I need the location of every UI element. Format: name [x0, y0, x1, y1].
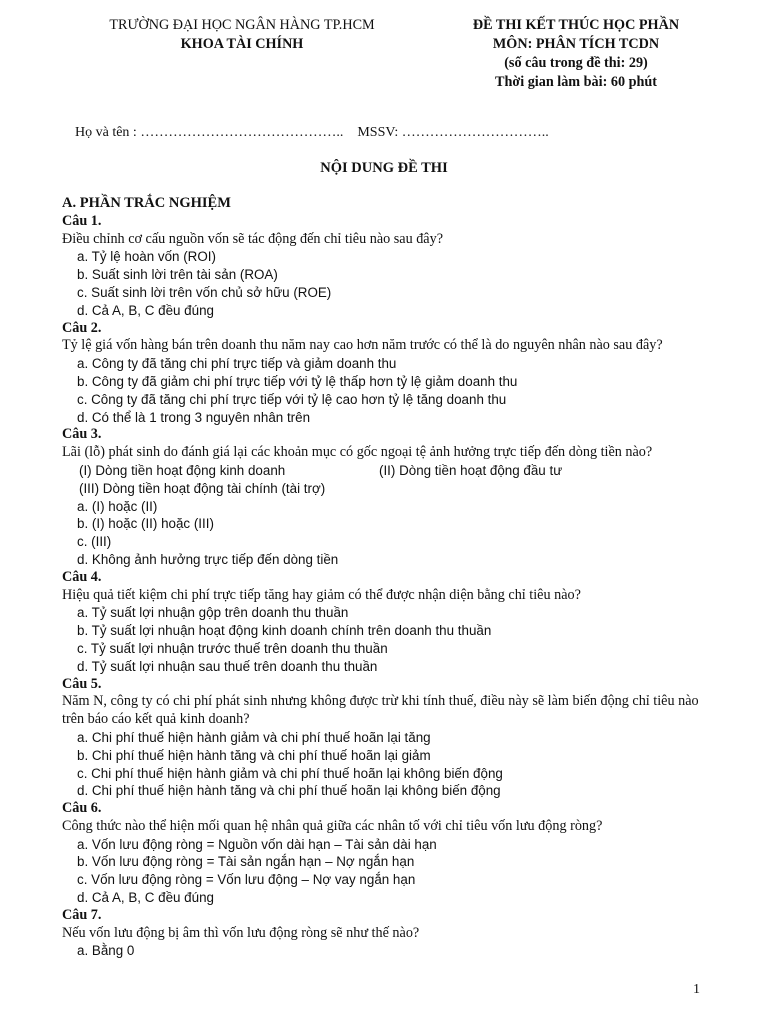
answer-option: a. (I) hoặc (II)	[77, 498, 158, 514]
exam-title: ĐỀ THI KẾT THÚC HỌC PHẦN	[472, 17, 680, 33]
statement-row	[62, 462, 722, 480]
answer-option: d. Cả A, B, C đều đúng	[77, 890, 214, 906]
section-title: NỘI DUNG ĐỀ THI	[320, 160, 448, 176]
student-info-line	[75, 125, 549, 141]
question-text: Điều chỉnh cơ cấu nguồn vốn sẽ tác động đến chỉ tiêu nào sau đây?	[62, 230, 443, 247]
exam-duration: Thời gian làm bài: 60 phút	[495, 74, 657, 90]
question-text: Năm N, công ty có chi phí phát sinh nhưng không được trừ khi tính thuế, điều này sẽ làm biến động chỉ tiêu nào trên báo cáo kết quả kinh doanh?	[62, 693, 699, 728]
question-text: Hiệu quả tiết kiệm chi phí trực tiếp tăng hay giảm có thể được nhận diện bằng chỉ tiêu nào?	[62, 586, 581, 603]
question-number: Câu 7.	[62, 906, 102, 923]
header-exam-block	[460, 16, 692, 92]
exam-subject: MÔN: PHÂN TÍCH TCDN	[492, 36, 660, 52]
question-number: Câu 6.	[62, 800, 102, 817]
answer-option: d. Tỷ suất lợi nhuận sau thuế trên doanh thu thuần	[77, 658, 378, 674]
question-3	[62, 426, 722, 568]
statement-item: (I) Dòng tiền hoạt động kinh doanh	[79, 462, 286, 478]
question-text: Nếu vốn lưu động bị âm thì vốn lưu động ròng sẽ như thế nào?	[62, 924, 420, 941]
question-2	[62, 320, 722, 427]
question-text: Công thức nào thể hiện mối quan hệ nhân quả giữa các nhân tố với chỉ tiêu vốn lưu động ròng?	[62, 817, 603, 834]
statement-item: (III) Dòng tiền hoạt động tài chính (tài trợ)	[79, 480, 326, 496]
answer-option: b. Chi phí thuế hiện hành tăng và chi phí thuế hoãn lại giảm	[77, 747, 431, 763]
question-number: Câu 2.	[62, 319, 102, 336]
student-name-field: Họ và tên : ……………………………………..	[75, 125, 344, 140]
answer-option: d. Chi phí thuế hiện hành tăng và chi phí thuế hoãn lại không biến động	[77, 783, 501, 799]
question-4	[62, 569, 722, 676]
answer-option: b. Công ty đã giảm chi phí trực tiếp với tỷ lệ thấp hơn tỷ lệ giảm doanh thu	[77, 373, 518, 389]
student-id-field: MSSV: …………………………..	[357, 125, 549, 140]
statement-item: (II) Dòng tiền hoạt động đầu tư	[379, 462, 563, 478]
header-school-block	[92, 16, 392, 54]
question-5	[62, 676, 722, 801]
answer-option: d. Không ảnh hưởng trực tiếp đến dòng tiền	[77, 551, 339, 567]
answer-option: a. Công ty đã tăng chi phí trực tiếp và giảm doanh thu	[77, 356, 397, 372]
answer-option: a. Tỷ lệ hoàn vốn (ROI)	[77, 249, 216, 265]
answer-option: c. (III)	[77, 534, 112, 550]
answer-option: b. (I) hoặc (II) hoặc (III)	[77, 516, 214, 532]
answer-option: a. Bằng 0	[77, 943, 135, 959]
answer-option: c. Tỷ suất lợi nhuận trước thuế trên doanh thu thuần	[77, 640, 388, 656]
answer-option: c. Công ty đã tăng chi phí trực tiếp với tỷ lệ cao hơn tỷ lệ tăng doanh thu	[77, 391, 507, 407]
answer-option: d. Có thể là 1 trong 3 nguyên nhân trên	[77, 409, 311, 425]
statement-row	[62, 480, 722, 498]
answer-option: a. Vốn lưu động ròng = Nguồn vốn dài hạn – Tài sản dài hạn	[77, 836, 437, 852]
question-number: Câu 3.	[62, 426, 102, 443]
answer-option: b. Suất sinh lời trên tài sản (ROA)	[77, 267, 278, 283]
question-text: Tỷ lệ giá vốn hàng bán trên doanh thu năm nay cao hơn năm trước có thể là do nguyên nhân nào sau đây?	[62, 337, 663, 354]
school-name: TRƯỜNG ĐẠI HỌC NGÂN HÀNG TP.HCM	[109, 17, 375, 33]
page-number: 1	[693, 982, 700, 997]
question-number: Câu 4.	[62, 568, 102, 585]
exam-question-count: (số câu trong đề thi: 29)	[504, 55, 648, 71]
answer-option: b. Vốn lưu động ròng = Tài sản ngắn hạn – Nợ ngắn hạn	[77, 854, 415, 870]
question-text: Lãi (lỗ) phát sinh do đánh giá lại các khoản mục có gốc ngoại tệ ảnh hưởng trực tiếp đến dòng tiền nào?	[62, 444, 653, 461]
faculty-name: KHOA TÀI CHÍNH	[180, 36, 304, 52]
part-a-title: A. PHẦN TRẮC NGHIỆM	[62, 195, 231, 211]
exam-content	[62, 195, 722, 960]
answer-option: a. Tỷ suất lợi nhuận gộp trên doanh thu thuần	[77, 605, 349, 621]
question-number: Câu 1.	[62, 212, 102, 229]
answer-option: c. Suất sinh lời trên vốn chủ sở hữu (ROE)	[77, 284, 332, 300]
question-1	[62, 213, 722, 320]
answer-option: b. Tỷ suất lợi nhuận hoạt động kinh doanh chính trên doanh thu thuần	[77, 623, 492, 639]
question-7	[62, 907, 722, 960]
answer-option: c. Vốn lưu động ròng = Vốn lưu động – Nợ vay ngắn hạn	[77, 872, 416, 888]
answer-option: d. Cả A, B, C đều đúng	[77, 302, 214, 318]
question-6	[62, 800, 722, 907]
question-number: Câu 5.	[62, 675, 102, 692]
answer-option: c. Chi phí thuế hiện hành giảm và chi phí thuế hoãn lại không biến động	[77, 765, 503, 781]
answer-option: a. Chi phí thuế hiện hành giảm và chi phí thuế hoãn lại tăng	[77, 729, 431, 745]
